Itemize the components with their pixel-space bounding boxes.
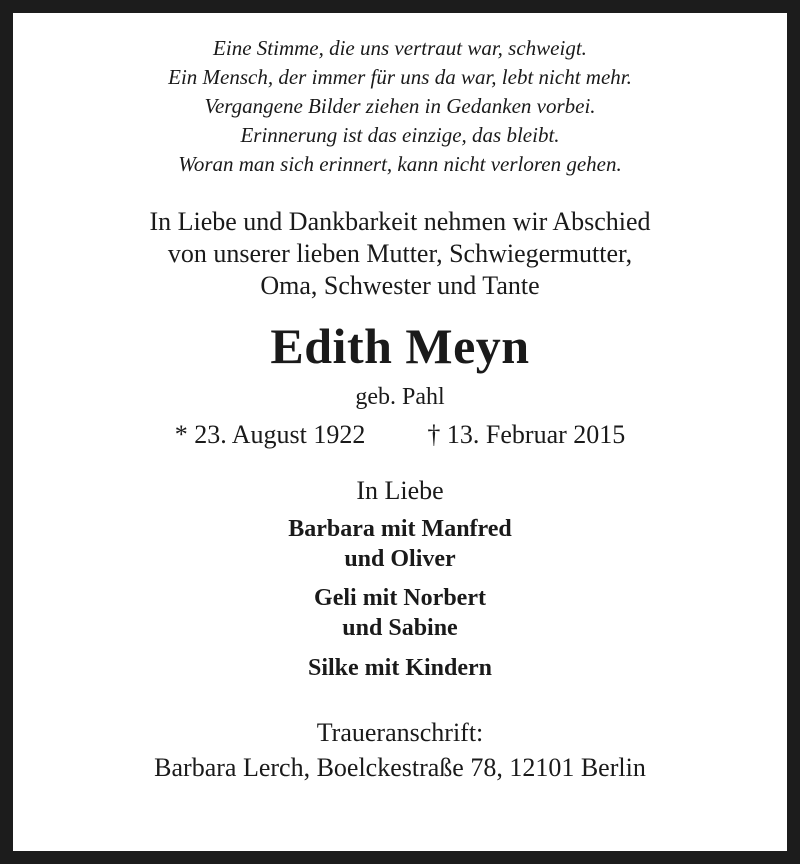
family-line: Silke mit Kindern <box>307 655 493 681</box>
poem-line: Erinnerung ist das einzige, das bleibt. <box>240 123 560 147</box>
poem-line: Vergangene Bilder ziehen in Gedanken vorbei. <box>204 94 596 118</box>
maiden-name: geb. Pahl <box>355 384 445 410</box>
death-date: † 13. Februar 2015 <box>427 420 626 449</box>
poem-line: Ein Mensch, der immer für uns da war, lebt nicht mehr. <box>168 65 632 89</box>
family-line: und Oliver <box>344 546 456 572</box>
family-line: und Sabine <box>342 615 458 641</box>
closing-phrase: In Liebe <box>356 476 444 505</box>
intro-line: Oma, Schwester und Tante <box>260 271 540 300</box>
mourning-address: Barbara Lerch, Boelckestraße 78, 12101 Berlin <box>154 753 646 782</box>
poem-line: Woran man sich erinnert, kann nicht verloren gehen. <box>178 152 622 176</box>
life-dates <box>13 418 787 452</box>
family-line: Geli mit Norbert <box>314 585 486 611</box>
intro-line: von unserer lieben Mutter, Schwiegermutter, <box>167 239 633 268</box>
family-line: Barbara mit Manfred <box>288 516 512 542</box>
deceased-name: Edith Meyn <box>270 318 530 374</box>
intro-line: In Liebe und Dankbarkeit nehmen wir Abschied <box>149 207 651 236</box>
farewell-intro <box>13 206 787 302</box>
memorial-poem <box>13 34 787 179</box>
address-label: Traueranschrift: <box>316 718 484 747</box>
family-group <box>13 583 787 643</box>
family-group <box>13 514 787 574</box>
family-group <box>13 653 787 683</box>
poem-line: Eine Stimme, die uns vertraut war, schweigt. <box>213 36 587 60</box>
birth-date: * 23. August 1922 <box>174 420 366 449</box>
